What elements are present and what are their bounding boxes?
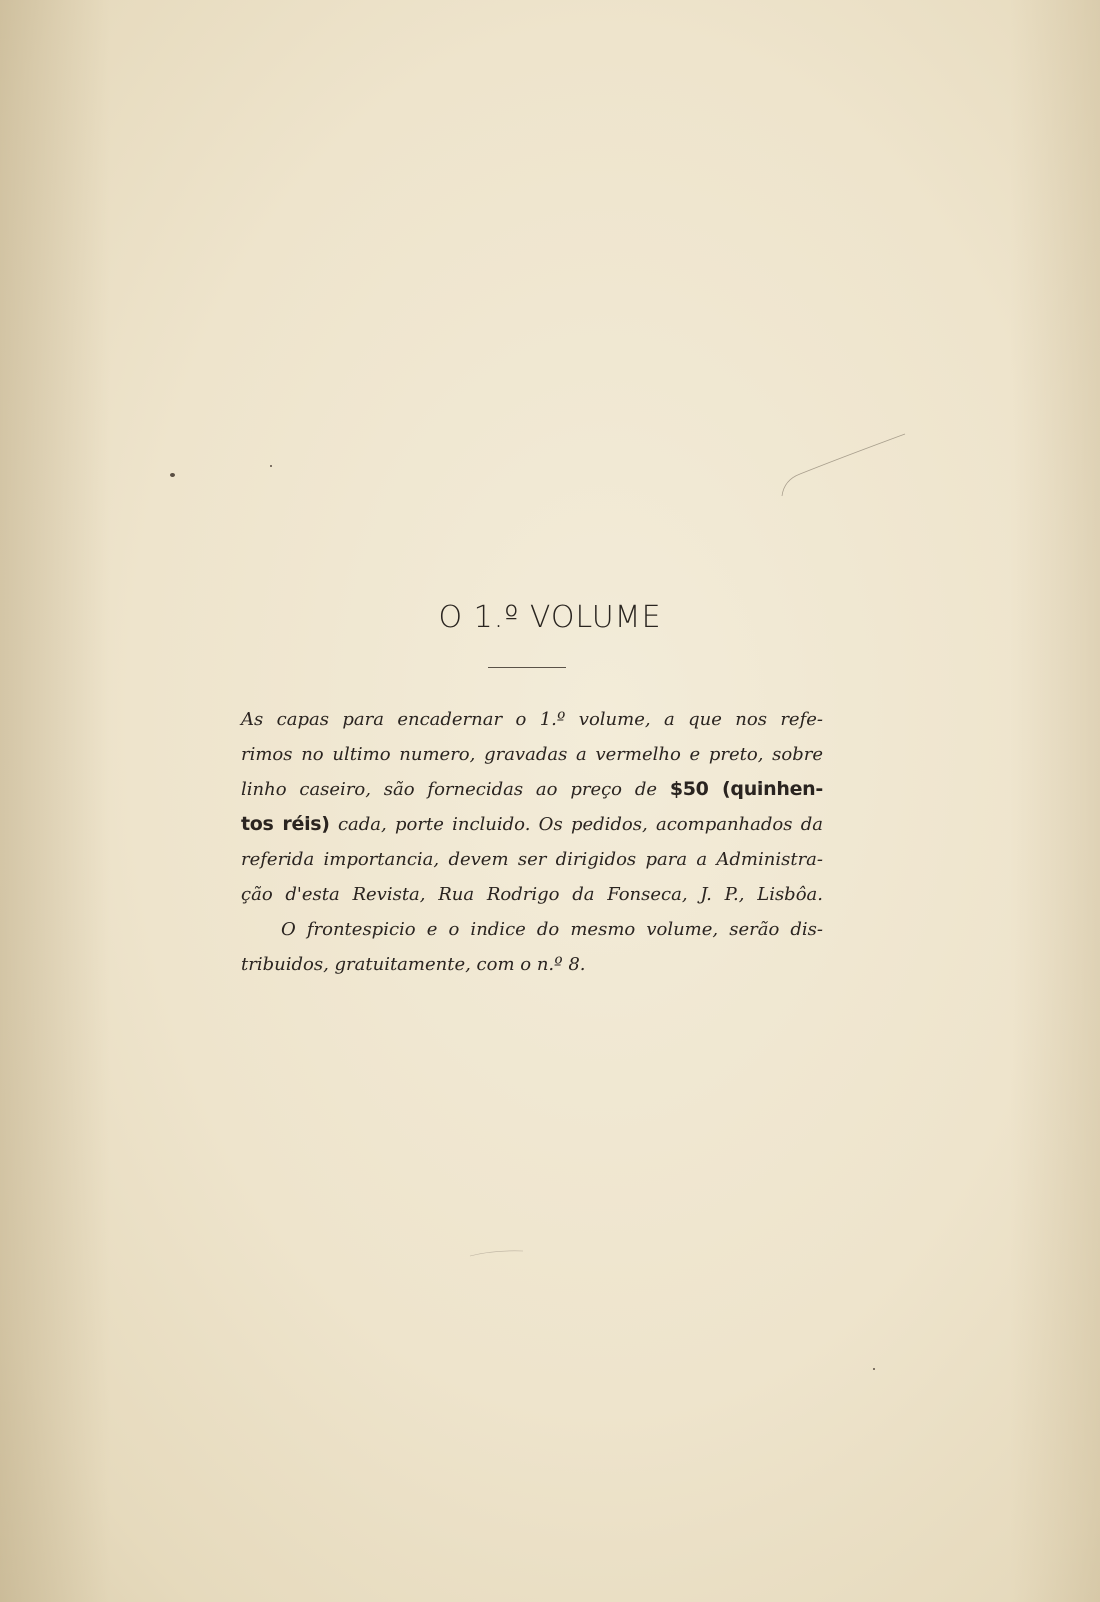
title-divider: [488, 667, 566, 668]
text-line: [241, 877, 823, 912]
paper-speck: [170, 473, 175, 477]
price-text: tos réis): [241, 813, 330, 835]
text-segment: O frontespicio e o indice do mesmo volume, serão dis-: [281, 919, 823, 940]
notice-text: [241, 702, 823, 982]
text-segment: referida importancia, devem ser dirigidos para a Administra-: [241, 849, 823, 870]
text-line: [241, 912, 823, 947]
paper-scratch-mark: [780, 430, 920, 500]
text-line: [241, 807, 823, 842]
paper-speck: [873, 1368, 875, 1370]
text-line: [241, 702, 823, 737]
page-gutter-shadow: [0, 0, 110, 1602]
text-segment: As capas para encadernar o 1.º volume, a que nos refe-: [241, 709, 823, 730]
text-line: [241, 842, 823, 877]
text-line: [241, 947, 823, 982]
text-segment: linho caseiro, são fornecidas ao preço de: [241, 779, 670, 800]
text-line: [241, 772, 823, 807]
text-segment: cada, porte incluido. Os pedidos, acompanhados da: [329, 814, 823, 835]
text-segment: rimos no ultimo numero, gravadas a vermelho e preto, sobre: [241, 744, 823, 765]
text-segment: tribuidos, gratuitamente, com o n.º 8.: [241, 954, 586, 975]
page-edge-shadow: [1010, 0, 1100, 1602]
paper-scratch-mark: [468, 1248, 528, 1258]
text-segment: ção d'esta Revista, Rua Rodrigo da Fonseca, J. P., Lisbôa.: [241, 884, 823, 905]
text-line: [241, 737, 823, 772]
price-text: $50 (quinhen-: [669, 778, 823, 800]
paper-speck: [270, 465, 272, 467]
page-title: O 1.º VOLUME: [438, 600, 662, 635]
